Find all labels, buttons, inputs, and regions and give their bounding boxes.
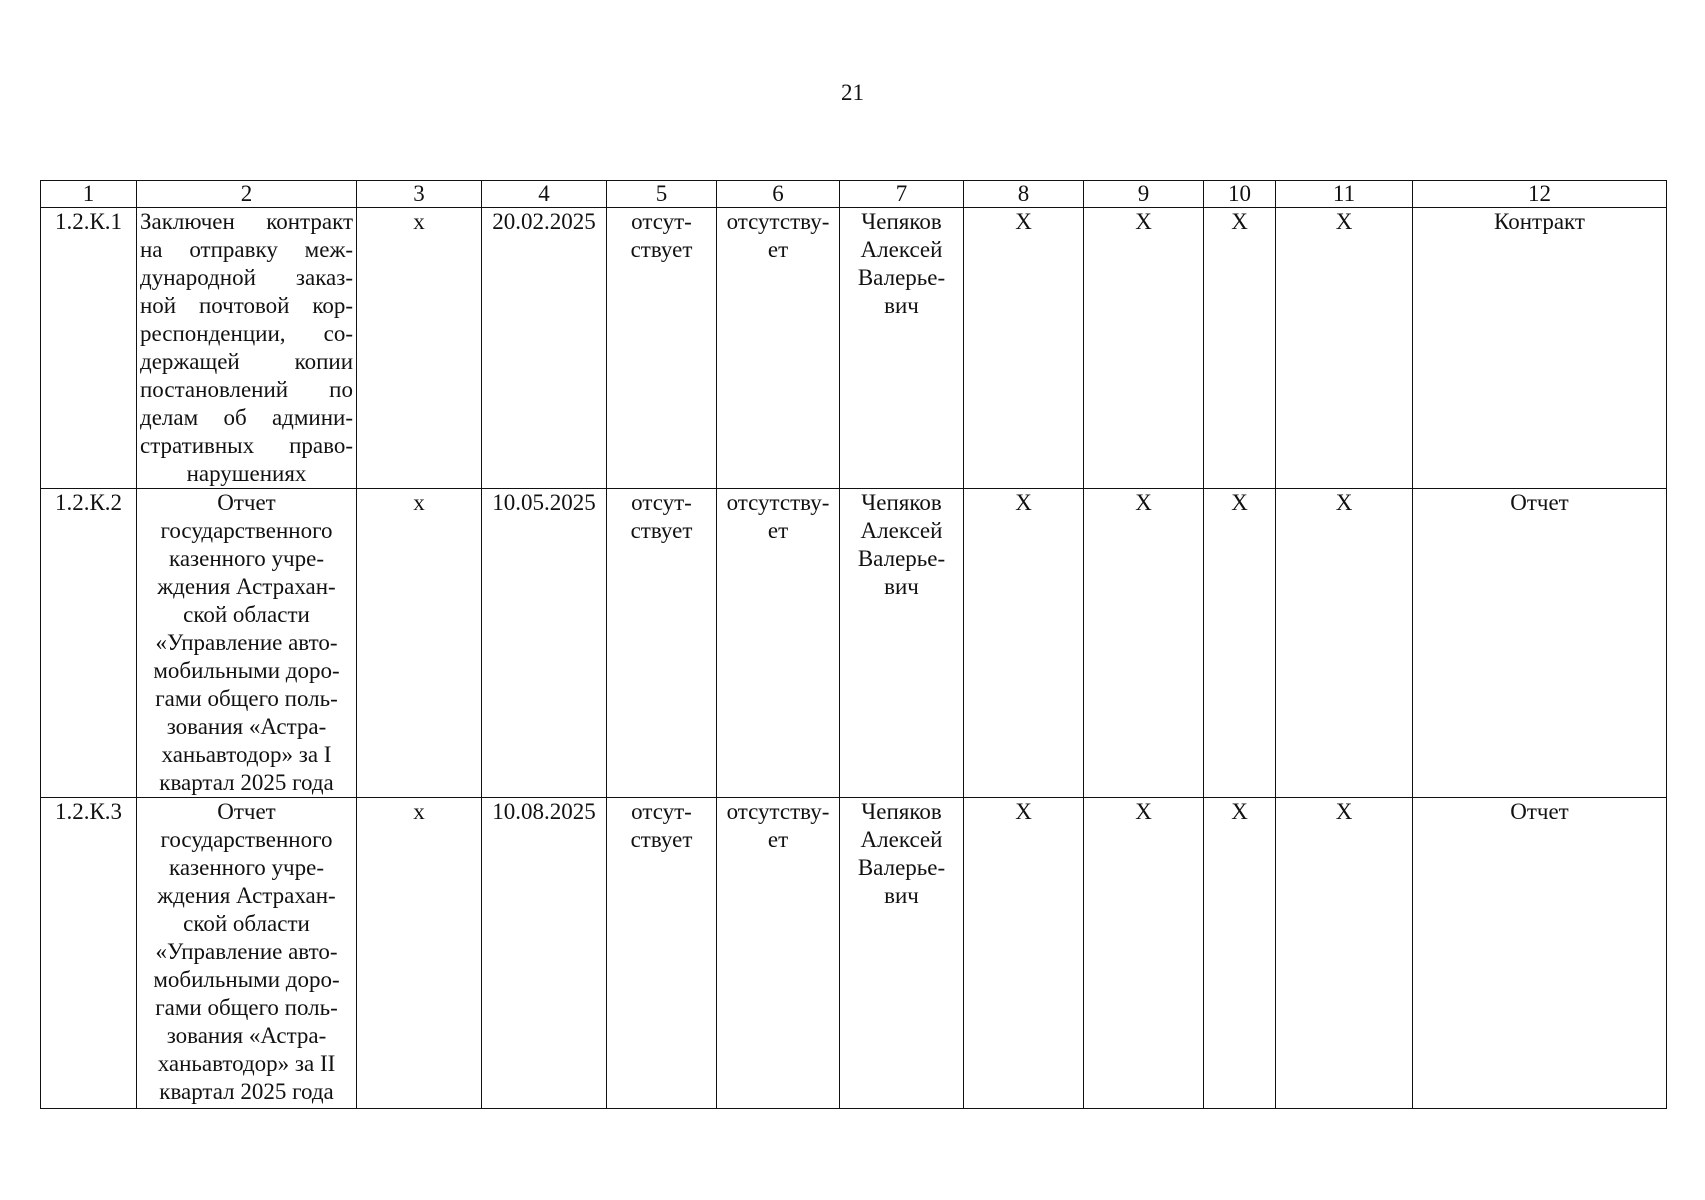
description-line: респонденции, со- xyxy=(140,321,353,346)
row-col6 xyxy=(717,489,840,798)
col6-line: ет xyxy=(767,237,789,262)
header-cell-4: 4 xyxy=(482,181,607,208)
description-line: гами общего поль- xyxy=(155,686,338,711)
person-line: вич xyxy=(884,883,919,908)
row-person xyxy=(840,489,964,798)
row-col5 xyxy=(607,208,717,489)
row-date: 10.05.2025 xyxy=(482,489,607,798)
person-line: Чепяков xyxy=(861,799,942,824)
header-cell-12: 12 xyxy=(1413,181,1667,208)
col6-line: отсутству- xyxy=(726,209,830,234)
row-col10: Х xyxy=(1204,798,1276,1109)
row-col9: Х xyxy=(1084,489,1204,798)
description-line: зования «Астра- xyxy=(166,1023,327,1048)
row-col11: Х xyxy=(1276,208,1413,489)
person-line: вич xyxy=(884,293,919,318)
row-col11: Х xyxy=(1276,798,1413,1109)
description-line: гами общего поль- xyxy=(155,995,338,1020)
description-line: нарушениях xyxy=(186,461,307,486)
col6-line: отсутству- xyxy=(726,799,830,824)
row-person xyxy=(840,798,964,1109)
person-line: Чепяков xyxy=(861,490,942,515)
plan-table xyxy=(40,180,1667,1109)
row-col9: Х xyxy=(1084,208,1204,489)
person-line: Алексей xyxy=(860,237,943,262)
header-cell-7: 7 xyxy=(840,181,964,208)
header-row xyxy=(41,181,1667,208)
row-person xyxy=(840,208,964,489)
person-line: Алексей xyxy=(860,518,943,543)
col5-line: ствует xyxy=(630,827,693,852)
col6-line: ет xyxy=(767,827,789,852)
description-line: Отчет xyxy=(217,490,276,515)
description-line: держащей копии xyxy=(140,349,353,374)
person-line: Чепяков xyxy=(861,209,942,234)
row-col8: Х xyxy=(964,489,1084,798)
description-line: делам об админи- xyxy=(140,405,353,430)
header-cell-2: 2 xyxy=(137,181,357,208)
description-line: постановлений по xyxy=(140,377,353,402)
header-cell-1: 1 xyxy=(41,181,137,208)
description-line: ждения Астрахан- xyxy=(157,574,336,599)
person-line: Валерье- xyxy=(857,265,946,290)
header-cell-11: 11 xyxy=(1276,181,1413,208)
description-line: государственного xyxy=(160,827,333,852)
row-col11: Х xyxy=(1276,489,1413,798)
row-col9: Х xyxy=(1084,798,1204,1109)
col5-line: ствует xyxy=(630,237,693,262)
description-line: дународной заказ- xyxy=(140,265,353,290)
table-row xyxy=(41,489,1667,798)
person-line: Валерье- xyxy=(857,546,946,571)
col6-line: отсутству- xyxy=(726,490,830,515)
description-line: на отправку меж- xyxy=(140,237,353,262)
person-line: Алексей xyxy=(860,827,943,852)
row-col6 xyxy=(717,798,840,1109)
description-line: ханьавтодор» за I xyxy=(161,742,332,767)
col5-line: отсут- xyxy=(631,799,692,824)
description-line: зования «Астра- xyxy=(166,714,327,739)
row-col12: Отчет xyxy=(1413,489,1667,798)
row-date: 10.08.2025 xyxy=(482,798,607,1109)
col5-line: отсут- xyxy=(631,209,692,234)
description-line: ждения Астрахан- xyxy=(157,883,336,908)
row-col8: Х xyxy=(964,208,1084,489)
row-description xyxy=(137,489,357,798)
description-line: ханьавтодор» за II xyxy=(157,1051,336,1076)
header-cell-5: 5 xyxy=(607,181,717,208)
description-line: казенного учре- xyxy=(169,546,324,571)
col5-line: ствует xyxy=(630,518,693,543)
person-line: Валерье- xyxy=(857,855,946,880)
row-description xyxy=(137,208,357,489)
row-col12: Отчет xyxy=(1413,798,1667,1109)
row-col10: Х xyxy=(1204,208,1276,489)
description-line: ной почтовой кор- xyxy=(140,293,353,318)
header-cell-3: 3 xyxy=(357,181,482,208)
row-description xyxy=(137,798,357,1109)
row-code: 1.2.К.3 xyxy=(41,798,137,1109)
description-line: мобильными доро- xyxy=(153,967,340,992)
row-col10: Х xyxy=(1204,489,1276,798)
description-line: мобильными доро- xyxy=(153,658,340,683)
header-cell-6: 6 xyxy=(717,181,840,208)
table-row xyxy=(41,798,1667,1109)
description-line: ской области xyxy=(183,602,310,627)
person-line: вич xyxy=(884,574,919,599)
description-line: квартал 2025 года xyxy=(159,770,334,795)
row-col3: х xyxy=(357,208,482,489)
description-line: квартал 2025 года xyxy=(159,1079,334,1104)
row-date: 20.02.2025 xyxy=(482,208,607,489)
row-col5 xyxy=(607,489,717,798)
header-cell-9: 9 xyxy=(1084,181,1204,208)
page-number: 21 xyxy=(841,80,864,105)
description-line: государственного xyxy=(160,518,333,543)
row-col8: Х xyxy=(964,798,1084,1109)
col5-line: отсут- xyxy=(631,490,692,515)
col6-line: ет xyxy=(767,518,789,543)
description-line: казенного учре- xyxy=(169,855,324,880)
description-line: стративных право- xyxy=(140,433,353,458)
row-col6 xyxy=(717,208,840,489)
description-line: Отчет xyxy=(217,799,276,824)
table-row xyxy=(41,208,1667,489)
header-cell-10: 10 xyxy=(1204,181,1276,208)
row-col12: Контракт xyxy=(1413,208,1667,489)
header-cell-8: 8 xyxy=(964,181,1084,208)
description-line: «Управление авто- xyxy=(155,630,338,655)
row-code: 1.2.К.1 xyxy=(41,208,137,489)
row-col5 xyxy=(607,798,717,1109)
description-line: ской области xyxy=(183,911,310,936)
description-line: Заключен контракт xyxy=(140,209,353,234)
row-code: 1.2.К.2 xyxy=(41,489,137,798)
row-col3: х xyxy=(357,798,482,1109)
description-line: «Управление авто- xyxy=(155,939,338,964)
row-col3: х xyxy=(357,489,482,798)
